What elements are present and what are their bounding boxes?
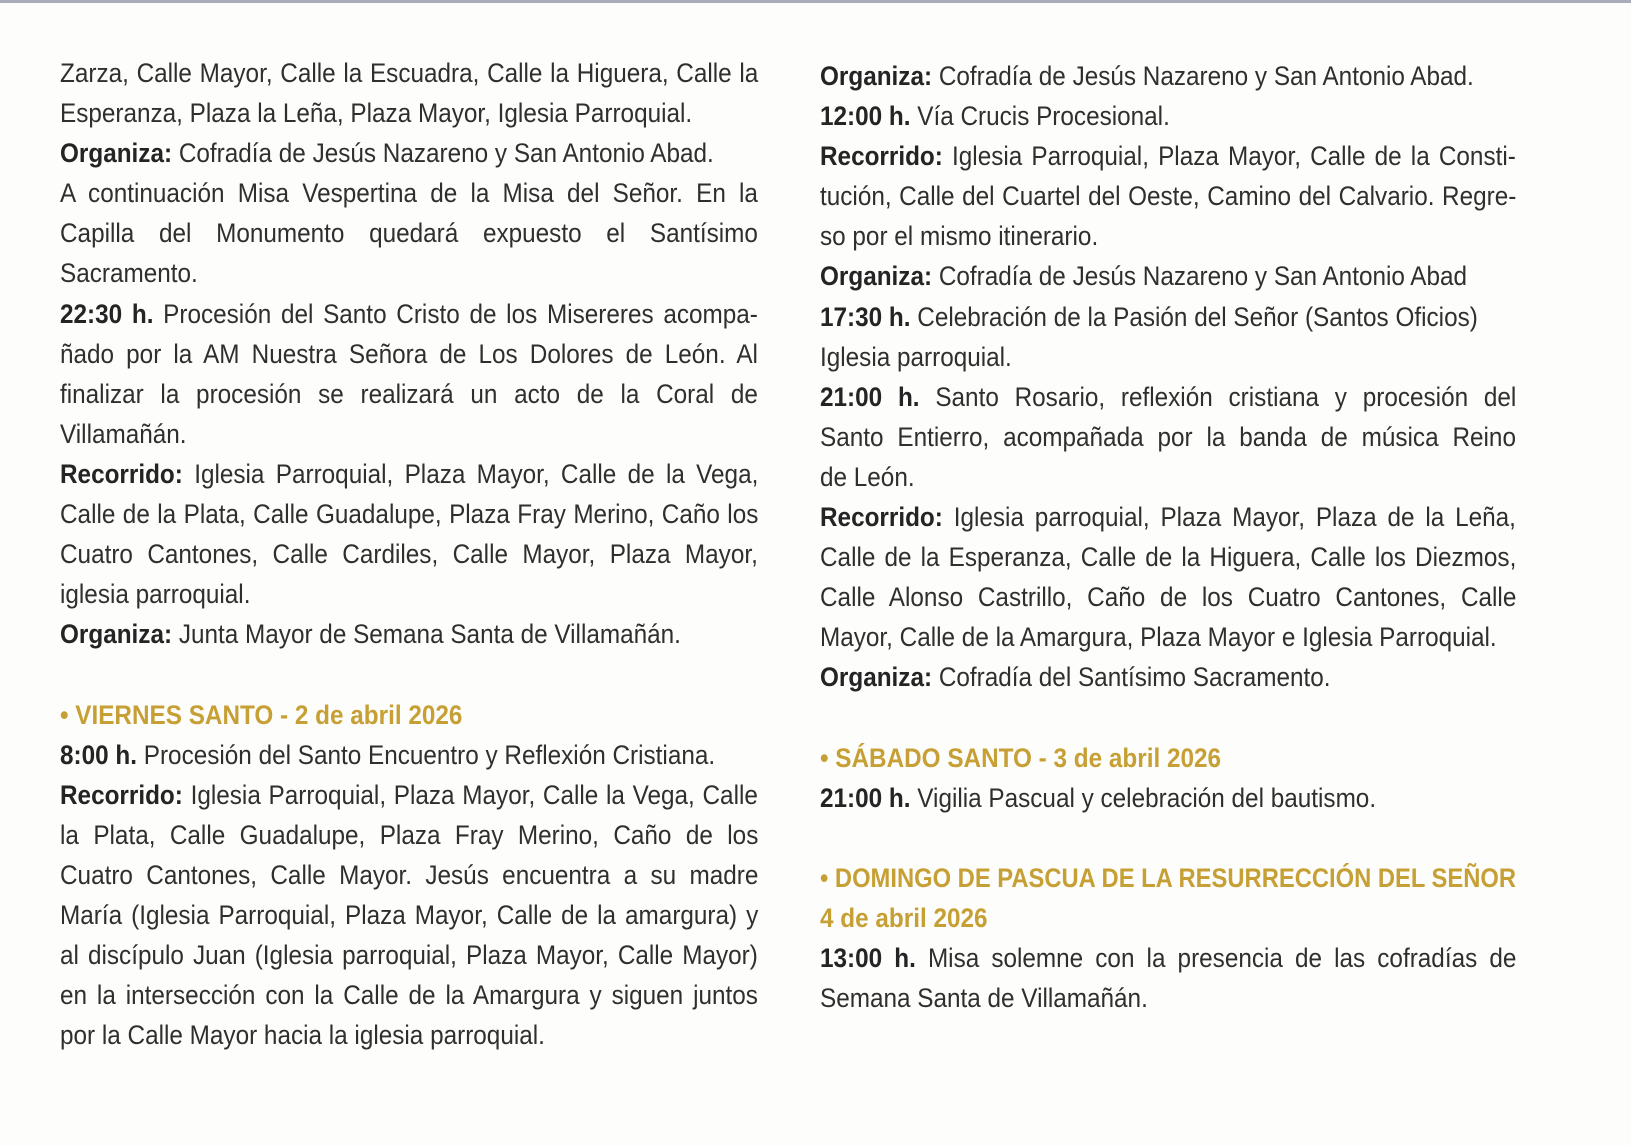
line-text: Villamañán. <box>60 418 187 449</box>
route-line <box>60 454 758 494</box>
text-line <box>820 176 1516 216</box>
day-heading <box>820 858 1516 898</box>
text-line <box>60 494 758 534</box>
line-content <box>60 294 758 334</box>
line-text: Esperanza, Plaza la Leña, Plaza Mayor, Iglesia Parroquial. <box>60 98 693 129</box>
left-column <box>60 53 758 1055</box>
route-text: Iglesia Parroquial, Plaza Mayor, Calle la Vega, Calle <box>190 779 758 810</box>
line-text: al discípulo Juan (Iglesia parroquial, Plaza Mayor, Calle Mayor) <box>60 940 758 971</box>
event-text: Misa solemne con la presencia de las cofradías de <box>927 943 1517 974</box>
text-line <box>60 253 758 293</box>
line-content <box>820 778 1376 818</box>
line-content <box>820 577 1516 617</box>
line-content <box>820 216 1098 256</box>
line-text: Calle de la Plata, Calle Guadalupe, Plaza Fray Merino, Caño los <box>60 499 759 530</box>
line-content <box>60 53 758 93</box>
text-line <box>820 337 1516 377</box>
organizer-line <box>820 657 1516 697</box>
line-content <box>60 975 758 1015</box>
line-text: Cuatro Cantones, Calle Mayor. Jesús encuentra a su madre <box>60 859 759 890</box>
line-content <box>60 93 692 133</box>
route-line <box>820 497 1516 537</box>
line-content <box>60 775 758 815</box>
right-column <box>820 56 1516 1018</box>
spacer <box>820 698 1516 738</box>
line-content <box>820 858 1516 898</box>
text-line <box>60 374 758 414</box>
organizer-label: Organiza: <box>820 662 933 693</box>
organizer-text: Cofradía de Jesús Nazareno y San Antonio Abad <box>938 261 1468 292</box>
line-content <box>60 534 758 574</box>
organizer-line <box>820 56 1516 96</box>
line-text: María (Iglesia Parroquial, Plaza Mayor, Calle de la amargura) y <box>60 899 759 930</box>
line-content <box>820 497 1516 537</box>
line-content <box>60 374 758 414</box>
line-content <box>820 136 1516 176</box>
time-line <box>60 294 758 334</box>
line-content <box>60 695 462 735</box>
line-content <box>820 337 1012 377</box>
text-line <box>60 534 758 574</box>
line-content <box>60 253 198 293</box>
route-text: Iglesia Parroquial, Plaza Mayor, Calle de la Consti- <box>952 141 1516 172</box>
text-line <box>60 414 758 454</box>
time-line <box>820 297 1516 337</box>
route-text: Iglesia parroquial, Plaza Mayor, Plaza de la Leña, <box>953 502 1516 533</box>
line-content <box>820 898 988 938</box>
line-content <box>820 537 1516 577</box>
text-line <box>60 334 758 374</box>
time-line <box>820 377 1516 417</box>
line-content <box>60 213 758 253</box>
event-text: Vigilia Pascual y celebración del bautismo. <box>917 782 1377 813</box>
time-label: 17:30 h. <box>820 301 911 332</box>
heading-text: • DOMINGO DE PASCUA DE LA RESURRECCIÓN DEL SEÑOR <box>820 862 1517 893</box>
text-line <box>60 1015 758 1055</box>
line-content <box>60 173 758 213</box>
organizer-label: Organiza: <box>60 138 173 169</box>
time-line <box>820 96 1516 136</box>
organizer-text: Cofradía de Jesús Nazareno y San Antonio Abad. <box>178 138 714 169</box>
line-content <box>820 657 1331 697</box>
line-text: Iglesia parroquial. <box>820 341 1012 372</box>
line-text: de León. <box>820 461 915 492</box>
line-content <box>60 855 758 895</box>
day-heading <box>60 695 758 735</box>
time-label: 8:00 h. <box>60 739 137 770</box>
organizer-label: Organiza: <box>820 261 933 292</box>
text-line <box>60 975 758 1015</box>
route-label: Recorrido: <box>60 458 183 489</box>
time-label: 22:30 h. <box>60 298 154 329</box>
line-text: so por el mismo itinerario. <box>820 221 1099 252</box>
text-line <box>60 815 758 855</box>
line-content <box>60 614 681 654</box>
text-line <box>820 577 1516 617</box>
time-line <box>820 778 1516 818</box>
time-label: 13:00 h. <box>820 943 916 974</box>
line-text: Cuatro Cantones, Calle Cardiles, Calle Mayor, Plaza Mayor, <box>60 539 758 570</box>
heading-text: 4 de abril 2026 <box>820 902 988 933</box>
page-edge <box>0 0 1631 3</box>
route-line <box>820 136 1516 176</box>
line-text: Calle Alonso Castrillo, Caño de los Cuatro Cantones, Calle <box>820 582 1517 613</box>
organizer-text: Junta Mayor de Semana Santa de Villamañán. <box>178 619 681 650</box>
line-text: Sacramento. <box>60 258 198 289</box>
day-heading-date <box>820 898 1516 938</box>
line-content <box>60 334 758 374</box>
line-content <box>820 738 1221 778</box>
line-content <box>820 96 1170 136</box>
text-line <box>60 855 758 895</box>
organizer-line <box>60 614 758 654</box>
line-content <box>60 815 758 855</box>
route-label: Recorrido: <box>820 141 943 172</box>
line-content <box>820 377 1516 417</box>
line-text: Calle de la Esperanza, Calle de la Higuera, Calle los Diezmos, <box>820 542 1517 573</box>
line-content <box>820 938 1516 978</box>
organizer-line <box>60 133 758 173</box>
route-text: Iglesia Parroquial, Plaza Mayor, Calle de la Vega, <box>194 458 759 489</box>
line-content <box>820 176 1516 216</box>
line-text: iglesia parroquial. <box>60 579 251 610</box>
line-content <box>820 256 1467 296</box>
event-text: Santo Rosario, reflexión cristiana y procesión del <box>935 381 1517 412</box>
text-line <box>820 537 1516 577</box>
line-content <box>820 297 1478 337</box>
route-label: Recorrido: <box>60 779 183 810</box>
line-text: tución, Calle del Cuartel del Oeste, Camino del Calvario. Regre- <box>820 181 1517 212</box>
route-line <box>60 775 758 815</box>
line-content <box>60 735 715 775</box>
organizer-label: Organiza: <box>60 619 173 650</box>
text-line <box>820 978 1516 1018</box>
line-content <box>60 414 187 454</box>
organizer-text: Cofradía de Jesús Nazareno y San Antonio Abad. <box>938 61 1474 91</box>
line-content <box>820 56 1474 96</box>
text-line <box>820 457 1516 497</box>
line-content <box>820 617 1497 657</box>
text-line <box>60 173 758 213</box>
line-text: finalizar la procesión se realizará un acto de la Coral de <box>60 378 758 409</box>
spacer <box>820 818 1516 858</box>
heading-text: • SÁBADO SANTO - 3 de abril 2026 <box>820 742 1222 773</box>
time-line <box>60 735 758 775</box>
line-text: Capilla del Monumento quedará expuesto el Santísimo <box>60 218 758 249</box>
event-text: Procesión del Santo Cristo de los Misereres acompa- <box>163 298 758 329</box>
line-text: por la Calle Mayor hacia la iglesia parroquial. <box>60 1020 545 1051</box>
time-label: 21:00 h. <box>820 381 920 412</box>
line-content <box>60 935 758 975</box>
text-line <box>60 935 758 975</box>
line-text: A continuación Misa Vespertina de la Misa del Señor. En la <box>60 178 758 209</box>
organizer-text: Cofradía del Santísimo Sacramento. <box>938 662 1331 693</box>
line-content <box>60 895 758 935</box>
route-label: Recorrido: <box>820 502 943 533</box>
time-line <box>820 938 1516 978</box>
time-label: 12:00 h. <box>820 101 911 132</box>
text-line <box>60 574 758 614</box>
line-content <box>60 1015 545 1055</box>
event-text: Celebración de la Pasión del Señor (Santos Oficios) <box>917 301 1478 332</box>
line-content <box>820 978 1148 1018</box>
spacer <box>60 654 758 694</box>
line-text: la Plata, Calle Guadalupe, Plaza Fray Merino, Caño de los <box>60 819 759 850</box>
line-text: Zarza, Calle Mayor, Calle la Escuadra, Calle la Higuera, Calle la <box>60 58 759 88</box>
time-label: 21:00 h. <box>820 782 911 813</box>
text-line <box>60 53 758 93</box>
text-line <box>820 216 1516 256</box>
organizer-label: Organiza: <box>820 61 933 91</box>
line-content <box>820 457 915 497</box>
line-text: Semana Santa de Villamañán. <box>820 983 1148 1014</box>
text-line <box>60 93 758 133</box>
line-text: Mayor, Calle de la Amargura, Plaza Mayor e Iglesia Parroquial. <box>820 622 1497 653</box>
line-content <box>60 494 758 534</box>
line-content <box>60 574 250 614</box>
text-line <box>820 417 1516 457</box>
text-line <box>60 213 758 253</box>
organizer-line <box>820 256 1516 296</box>
line-text: Santo Entierro, acompañada por la banda de música Reino <box>820 421 1516 452</box>
text-line <box>820 617 1516 657</box>
line-content <box>60 133 714 173</box>
text-line <box>60 895 758 935</box>
line-content <box>820 417 1516 457</box>
line-text: ñado por la AM Nuestra Señora de Los Dolores de León. Al <box>60 338 758 369</box>
day-heading <box>820 738 1516 778</box>
line-text: en la intersección con la Calle de la Amargura y siguen juntos <box>60 980 758 1011</box>
line-content <box>60 454 758 494</box>
heading-text: • VIERNES SANTO - 2 de abril 2026 <box>60 699 463 730</box>
event-text: Procesión del Santo Encuentro y Reflexión Cristiana. <box>143 739 716 770</box>
event-text: Vía Crucis Procesional. <box>917 101 1170 132</box>
